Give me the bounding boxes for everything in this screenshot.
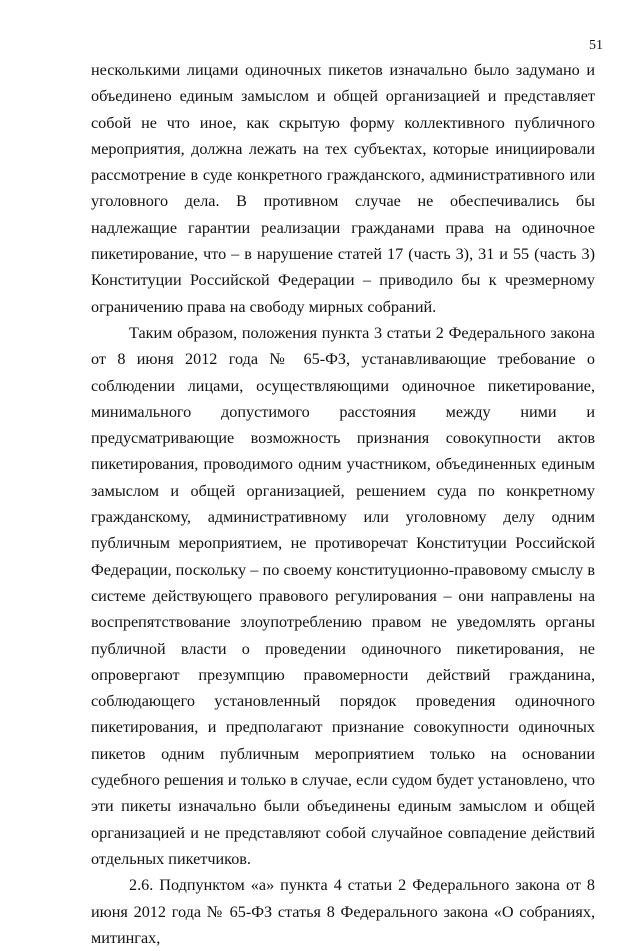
paragraph-1: несколькими лицами одиночных пикетов изначально было задумано и объединено единым замыслом и общей организацией и представляет собой не что иное, как скрытую форму коллективного публичного мероприятия, должна лежать на тех субъектах, которые инициировали рассмотрение в суде конкретного гражданского, административного или уголовного дела. В противном случае не обеспечивались бы надлежащие гарантии реализации гражданами права на одиночное пикетирование, что – в нарушение статей 17 (часть 3), 31 и 55 (часть 3) Конституции Российской Федерации – приводило бы к чрезмерному ограничению права на свободу мирных собраний. (91, 61, 595, 316)
document-body (91, 57, 595, 951)
paragraph-2: Таким образом, положения пункта 3 статьи 2 Федерального закона от 8 июня 2012 года № 65-ФЗ, устанавливающие требование о соблюдении лицами, осуществляющими одиночное пикетирование, минимального допустимого расстояния между ними и предусматривающие возможность признания совокупности актов пикетирования, проводимого одним участником, объединенных единым замыслом и общей организацией, решением суда по конкретному гражданскому, административному или уголовному делу одним публичным мероприятием, не противоречат Конституции Российской Федерации, поскольку – по своему конституционно-правовому смыслу в системе действующего правового регулирования – они направлены на воспрепятствование злоупотреблению правом не уведомлять органы публичной власти о проведении одиночного пикетирования, не опровергают презумпцию правомерности действий гражданина, соблюдающего установленный порядок проведения одиночного пикетирования, и предполагают признание совокупности одиночных пикетов одним публичным мероприятием только на основании судебного решения и только в случае, если судом будет установлено, что эти пикеты изначально были объединены единым замыслом и общей организацией и не представляют собой случайное совпадение действий отдельных пикетчиков. (91, 323, 595, 868)
page-number: 51 (589, 38, 603, 53)
paragraph-3: 2.6. Подпунктом «а» пункта 4 статьи 2 Федерального закона от 8 июня 2012 года № 65-ФЗ статья 8 Федерального закона «О собраниях, митингах, (91, 876, 595, 947)
